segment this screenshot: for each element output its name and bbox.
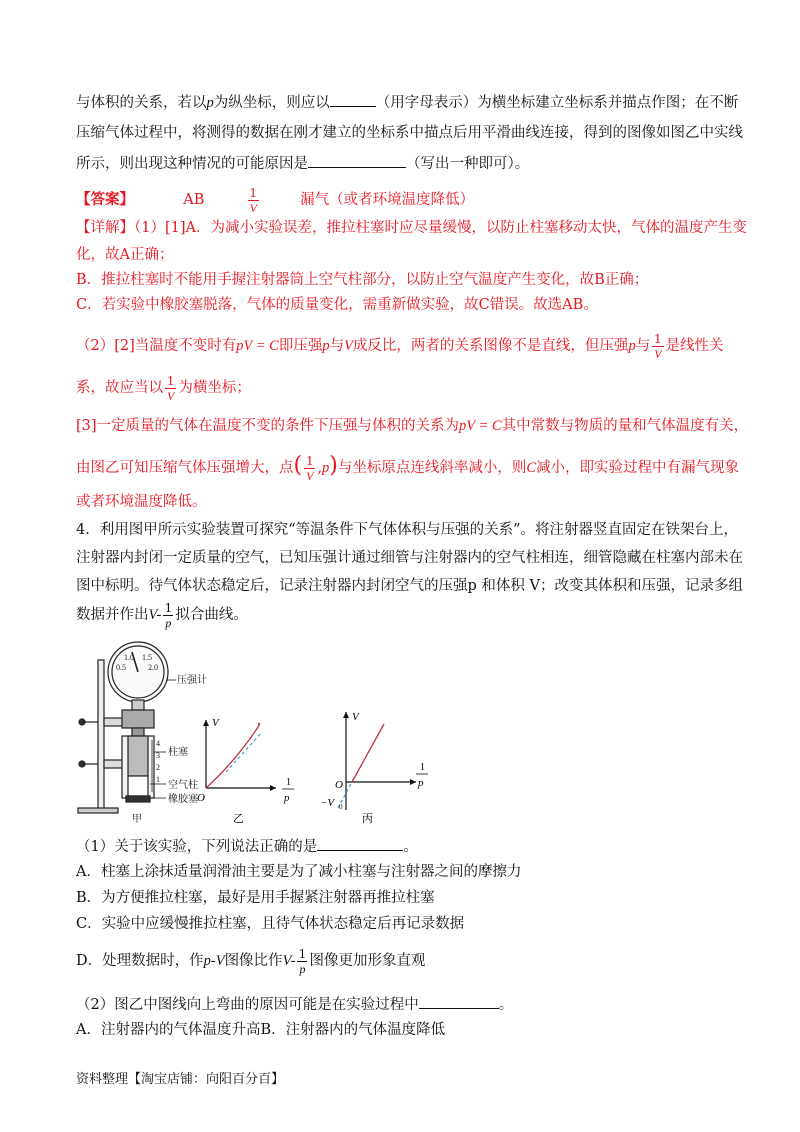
answer-line: 【答案】 AB $\frac{1}{V}$ 漏气（或者环境温度降低） [76, 185, 475, 215]
q4-part2-stem: （2）图乙中图线向上弯曲的原因可能是在实验过程中 。 [76, 994, 513, 1015]
detail-line-5: （2）[2]当温度不变时有pV = C即压强p与V成反比，两者的关系图像不是直线，但压强p与 $\frac{1}{V}$ 是线性关 [76, 331, 724, 361]
q4-line-2: 注射器内封闭一定质量的空气，已知压强计通过细管与注射器内的空气柱相连，细管隐藏在柱塞内部未在 [76, 550, 743, 566]
q3-text-line-1: 与体积的关系，若以p为纵坐标，则应以 （用字母表示）为横坐标建立坐标系并描点作图；在不断 [76, 92, 738, 113]
q3-text-line-2: 压缩气体过程中，将测得的数据在刚才建立的坐标系中描点后用平滑曲线连接，得到的图像如图乙中实线 [76, 125, 743, 141]
part2-options: A．注射器内的气体温度升高B．注射器内的气体温度降低 [76, 1022, 446, 1038]
option-b: B．为方便推拉柱塞，最好是用手握紧注射器再推拉柱塞 [76, 890, 435, 906]
detail-line-2: 化，故A正确； [76, 247, 174, 263]
q4-part1-stem: （1）关于该实验，下列说法正确的是 。 [76, 836, 418, 857]
v0-sub: 0 [339, 803, 343, 811]
scale-tick: 3 [156, 751, 160, 760]
answer-blank[interactable] [317, 836, 403, 851]
axis-v-label: V [352, 711, 359, 723]
scale-tick: 1 [156, 775, 160, 784]
option-d: D．处理数据时，作p-V图像比作V- $\frac{1}{p}$ 图像更加形象直观 [76, 946, 426, 976]
option-a: A．柱塞上涂抹适量润滑油主要是为了减小柱塞与注射器之间的摩擦力 [76, 864, 522, 880]
q4-line-1: 4．利用图甲所示实验装置可探究“等温条件下气体体积与压强的关系”。将注射器竖直固定在铁架台上， [76, 522, 739, 538]
gauge-label: 压强计 [177, 675, 207, 686]
answer-blank[interactable] [330, 92, 376, 107]
graph-yi [197, 717, 294, 825]
answer-blank[interactable] [308, 153, 406, 168]
dashed-line [226, 732, 262, 772]
detail-line-3: B．推拉柱塞时不能用手握注射器筒上空气柱部分，以防止空气温度产生变化，故B正确； [76, 272, 649, 288]
solid-curve [206, 723, 260, 788]
gauge-tick: 0.5 [116, 663, 126, 672]
axis-x-num: 1 [420, 762, 425, 773]
air-column-label: 空气柱 [168, 780, 198, 791]
answer-fraction: $\frac{1}{V}$ [249, 185, 258, 215]
axis-origin-label: O [197, 792, 205, 804]
gauge-tick: 1.5 [142, 653, 152, 662]
rubber-plug-label: 橡胶塞 [168, 794, 198, 805]
experiment-figure [76, 640, 456, 830]
fig-bing-label: 丙 [362, 813, 373, 825]
detail-line-6: 系，故应当以 $\frac{1}{V}$ 为横坐标； [76, 373, 251, 403]
detail-line-9: 或者环境温度降低。 [76, 494, 207, 510]
axis-x-den: p [284, 792, 290, 804]
fig-jia-label: 甲 [132, 814, 142, 825]
v0-label: −V [320, 797, 335, 809]
axis-x-num: 1 [286, 777, 291, 788]
answer-blank[interactable] [419, 994, 499, 1009]
scale-ticks [156, 739, 160, 784]
graph-bing [320, 711, 428, 825]
detail-line-7: [3]一定质量的气体在温度不变的条件下压强与体积的关系为pV = C其中常数与物质的量和气体温度有关， [76, 418, 749, 434]
option-c: C．实验中应缓慢推拉柱塞，且待气体状态稳定后再记录数据 [76, 916, 465, 932]
axis-v-label: V [212, 717, 219, 729]
detail-line-1: 【详解】（1）[1]A．为减小实验误差，推拉柱塞时应尽量缓慢，以防止柱塞移动太快，气体的温度产生变 [76, 220, 747, 236]
q4-line-3: 图中标明。待气体状态稳定后，记录注射器内封闭空气的压强p 和体积 V；改变其体积和压强，记录多组 [76, 578, 743, 594]
detail-line-8: 由图乙可知压缩气体压强增大，点( $\frac{1}{V}$ ,p)与坐标原点连线斜率减小，则C减小，即实验过程中有漏气现象 [76, 453, 740, 483]
axis-origin-label: O [335, 779, 343, 791]
gauge-tick: 2.0 [148, 663, 158, 672]
scale-tick: 2 [156, 763, 160, 772]
gauge-tick: 1.0 [124, 653, 134, 662]
axis-x-den: p [418, 777, 424, 789]
footer-text: 资料整理【淘宝店铺：向阳百分百】 [76, 1072, 285, 1087]
fig-yi-label: 乙 [233, 813, 244, 825]
q4-line-4: 数据并作出V- $\frac{1}{p}$ 拟合曲线。 [76, 600, 248, 630]
q3-text-line-3: 所示，则出现这种情况的可能原因是 （写出一种即可）。 [76, 153, 529, 174]
apparatus-diagram [78, 642, 176, 813]
scale-tick: 4 [156, 739, 160, 748]
piston-label: 柱塞 [168, 747, 188, 758]
detail-line-4: C．若实验中橡胶塞脱落，气体的质量变化，需重新做实验，故C错误。故选AB。 [76, 297, 598, 313]
solid-line [352, 724, 384, 782]
